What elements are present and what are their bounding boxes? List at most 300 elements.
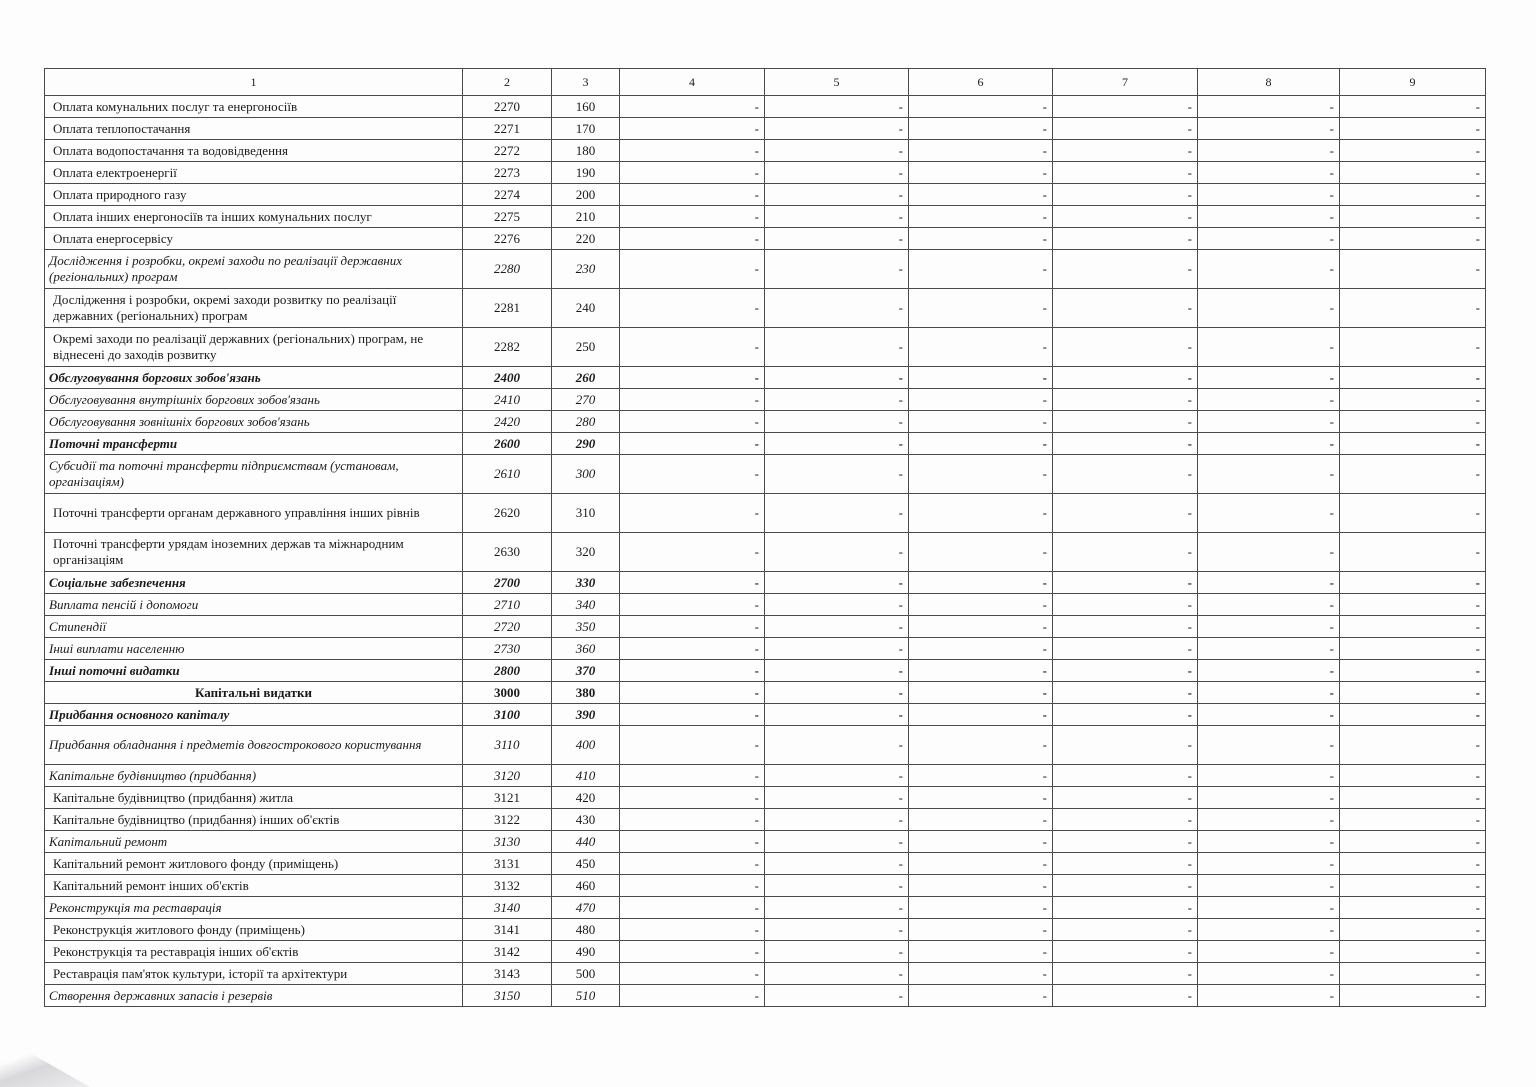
value-cell: - [1340,941,1486,963]
row-label: Дослідження і розробки, окремі заходи розвитку по реалізації державних (регіональних) програм [45,289,463,328]
value-cell: - [765,660,909,682]
value-cell: - [909,963,1053,985]
value-cell: - [909,660,1053,682]
table-row [45,533,1486,572]
value-cell: - [765,594,909,616]
economic-code: 2720 [463,616,552,638]
value-cell: - [1340,494,1486,533]
value-cell: - [1053,118,1198,140]
value-cell: - [909,533,1053,572]
economic-code: 2270 [463,96,552,118]
value-cell: - [1198,533,1340,572]
value-cell: - [765,455,909,494]
line-code: 380 [552,682,620,704]
row-label: Оплата енергосервісу [45,228,463,250]
value-cell: - [909,433,1053,455]
value-cell: - [1340,533,1486,572]
value-cell: - [620,787,765,809]
row-label: Капітальний ремонт житлового фонду (приміщень) [45,853,463,875]
value-cell: - [1198,963,1340,985]
row-label: Реставрація пам'яток культури, історії та архітектури [45,963,463,985]
economic-code: 3130 [463,831,552,853]
value-cell: - [909,985,1053,1007]
economic-code: 2281 [463,289,552,328]
value-cell: - [1053,875,1198,897]
row-label: Капітальні видатки [45,682,463,704]
value-cell: - [765,809,909,831]
value-cell: - [1053,228,1198,250]
line-code: 170 [552,118,620,140]
value-cell: - [909,787,1053,809]
value-cell: - [909,455,1053,494]
value-cell: - [909,726,1053,765]
value-cell: - [620,533,765,572]
column-header: 1 [45,69,463,96]
line-code: 160 [552,96,620,118]
economic-code: 2730 [463,638,552,660]
value-cell: - [1198,96,1340,118]
row-label: Капітальний ремонт [45,831,463,853]
economic-code: 3140 [463,897,552,919]
economic-code: 2273 [463,162,552,184]
budget-expenditure-table [44,68,1486,1007]
row-label: Оплата комунальних послуг та енергоносіїв [45,96,463,118]
value-cell: - [1340,411,1486,433]
value-cell: - [1053,853,1198,875]
value-cell: - [765,682,909,704]
value-cell: - [620,616,765,638]
value-cell: - [909,572,1053,594]
value-cell: - [1198,638,1340,660]
line-code: 460 [552,875,620,897]
value-cell: - [1340,853,1486,875]
line-code: 470 [552,897,620,919]
economic-code: 2620 [463,494,552,533]
value-cell: - [1340,919,1486,941]
line-code: 190 [552,162,620,184]
value-cell: - [620,328,765,367]
line-code: 360 [552,638,620,660]
value-cell: - [620,494,765,533]
economic-code: 2271 [463,118,552,140]
value-cell: - [1198,704,1340,726]
value-cell: - [1198,831,1340,853]
line-code: 410 [552,765,620,787]
row-label: Стипендії [45,616,463,638]
value-cell: - [765,96,909,118]
row-label: Обслуговування боргових зобов'язань [45,367,463,389]
value-cell: - [909,919,1053,941]
value-cell: - [909,616,1053,638]
line-code: 320 [552,533,620,572]
value-cell: - [1198,367,1340,389]
column-header: 2 [463,69,552,96]
economic-code: 2274 [463,184,552,206]
value-cell: - [620,809,765,831]
economic-code: 2275 [463,206,552,228]
economic-code: 3120 [463,765,552,787]
value-cell: - [765,897,909,919]
value-cell: - [909,96,1053,118]
value-cell: - [1053,682,1198,704]
row-label: Оплата теплопостачання [45,118,463,140]
value-cell: - [909,184,1053,206]
line-code: 210 [552,206,620,228]
value-cell: - [909,831,1053,853]
line-code: 420 [552,787,620,809]
table-row [45,831,1486,853]
table-row [45,433,1486,455]
value-cell: - [1053,726,1198,765]
value-cell: - [1340,367,1486,389]
value-cell: - [1198,289,1340,328]
value-cell: - [909,853,1053,875]
line-code: 240 [552,289,620,328]
value-cell: - [1198,809,1340,831]
economic-code: 2710 [463,594,552,616]
economic-code: 2272 [463,140,552,162]
value-cell: - [909,704,1053,726]
value-cell: - [765,875,909,897]
value-cell: - [909,594,1053,616]
value-cell: - [1198,206,1340,228]
table-row [45,963,1486,985]
economic-code: 3142 [463,941,552,963]
value-cell: - [909,328,1053,367]
table-row [45,594,1486,616]
line-code: 480 [552,919,620,941]
line-code: 230 [552,250,620,289]
line-code: 400 [552,726,620,765]
table-row [45,140,1486,162]
value-cell: - [1198,494,1340,533]
value-cell: - [765,853,909,875]
value-cell: - [1053,616,1198,638]
table-row [45,897,1486,919]
table-row [45,118,1486,140]
value-cell: - [909,118,1053,140]
value-cell: - [1198,897,1340,919]
row-label: Оплата водопостачання та водовідведення [45,140,463,162]
row-label: Реконструкція та реставрація інших об'єктів [45,941,463,963]
table-row [45,494,1486,533]
value-cell: - [909,162,1053,184]
table-row [45,704,1486,726]
value-cell: - [620,140,765,162]
value-cell: - [1198,853,1340,875]
line-code: 250 [552,328,620,367]
economic-code: 2410 [463,389,552,411]
value-cell: - [909,809,1053,831]
value-cell: - [620,765,765,787]
line-code: 440 [552,831,620,853]
value-cell: - [765,638,909,660]
value-cell: - [1053,765,1198,787]
value-cell: - [620,941,765,963]
row-label: Поточні трансферти урядам іноземних держав та міжнародним організаціям [45,533,463,572]
value-cell: - [765,941,909,963]
row-label: Оплата природного газу [45,184,463,206]
row-label: Інші поточні видатки [45,660,463,682]
row-label: Реконструкція житлового фонду (приміщень) [45,919,463,941]
table-row [45,228,1486,250]
table-row [45,638,1486,660]
value-cell: - [620,162,765,184]
economic-code: 3131 [463,853,552,875]
row-label: Капітальне будівництво (придбання) [45,765,463,787]
value-cell: - [765,162,909,184]
value-cell: - [1340,289,1486,328]
row-label: Поточні трансферти органам державного управління інших рівнів [45,494,463,533]
row-label: Дослідження і розробки, окремі заходи по реалізації державних (регіональних) програм [45,250,463,289]
value-cell: - [765,411,909,433]
value-cell: - [1340,897,1486,919]
value-cell: - [620,455,765,494]
value-cell: - [765,704,909,726]
line-code: 220 [552,228,620,250]
value-cell: - [765,533,909,572]
line-code: 300 [552,455,620,494]
line-code: 370 [552,660,620,682]
value-cell: - [620,206,765,228]
value-cell: - [620,831,765,853]
value-cell: - [1340,389,1486,411]
line-code: 330 [552,572,620,594]
value-cell: - [1053,594,1198,616]
economic-code: 2282 [463,328,552,367]
row-label: Окремі заходи по реалізації державних (регіональних) програм, не віднесені до заходів розвитку [45,328,463,367]
value-cell: - [1340,682,1486,704]
value-cell: - [1198,875,1340,897]
value-cell: - [1340,162,1486,184]
value-cell: - [1198,389,1340,411]
page-curl-shadow [0,1027,90,1087]
value-cell: - [1053,919,1198,941]
value-cell: - [1053,831,1198,853]
value-cell: - [620,704,765,726]
value-cell: - [765,919,909,941]
value-cell: - [909,765,1053,787]
line-code: 180 [552,140,620,162]
value-cell: - [1340,638,1486,660]
table-row [45,787,1486,809]
value-cell: - [1198,572,1340,594]
value-cell: - [765,572,909,594]
value-cell: - [765,765,909,787]
value-cell: - [909,494,1053,533]
economic-code: 3150 [463,985,552,1007]
value-cell: - [1340,616,1486,638]
value-cell: - [1340,831,1486,853]
column-header: 5 [765,69,909,96]
value-cell: - [1053,572,1198,594]
row-label: Капітальне будівництво (придбання) житла [45,787,463,809]
value-cell: - [909,289,1053,328]
table-row [45,328,1486,367]
row-label: Створення державних запасів і резервів [45,985,463,1007]
value-cell: - [620,411,765,433]
table-row [45,411,1486,433]
value-cell: - [1053,941,1198,963]
value-cell: - [909,897,1053,919]
value-cell: - [1340,433,1486,455]
value-cell: - [1198,118,1340,140]
value-cell: - [1198,411,1340,433]
table-row [45,875,1486,897]
table-row [45,919,1486,941]
value-cell: - [1340,140,1486,162]
value-cell: - [620,638,765,660]
value-cell: - [765,140,909,162]
value-cell: - [620,433,765,455]
value-cell: - [1053,660,1198,682]
economic-code: 3000 [463,682,552,704]
value-cell: - [1198,184,1340,206]
economic-code: 2610 [463,455,552,494]
value-cell: - [1198,985,1340,1007]
value-cell: - [1053,250,1198,289]
value-cell: - [1340,96,1486,118]
economic-code: 2400 [463,367,552,389]
value-cell: - [1053,494,1198,533]
table-row [45,985,1486,1007]
value-cell: - [1053,367,1198,389]
table-row [45,809,1486,831]
value-cell: - [1053,206,1198,228]
value-cell: - [1340,206,1486,228]
table-row [45,660,1486,682]
value-cell: - [620,572,765,594]
value-cell: - [765,726,909,765]
value-cell: - [620,963,765,985]
line-code: 200 [552,184,620,206]
value-cell: - [1053,638,1198,660]
value-cell: - [765,616,909,638]
column-header: 4 [620,69,765,96]
value-cell: - [909,941,1053,963]
value-cell: - [1053,184,1198,206]
value-cell: - [765,250,909,289]
value-cell: - [1198,433,1340,455]
value-cell: - [765,367,909,389]
line-code: 260 [552,367,620,389]
value-cell: - [909,638,1053,660]
table-row [45,726,1486,765]
value-cell: - [1198,594,1340,616]
value-cell: - [620,118,765,140]
value-cell: - [1340,809,1486,831]
row-label: Оплата інших енергоносіїв та інших комунальних послуг [45,206,463,228]
value-cell: - [620,875,765,897]
value-cell: - [1053,809,1198,831]
value-cell: - [620,594,765,616]
value-cell: - [1340,985,1486,1007]
economic-code: 2800 [463,660,552,682]
value-cell: - [620,897,765,919]
table-row [45,250,1486,289]
value-cell: - [1198,140,1340,162]
column-header: 6 [909,69,1053,96]
line-code: 270 [552,389,620,411]
value-cell: - [1340,726,1486,765]
line-code: 290 [552,433,620,455]
row-label: Інші виплати населенню [45,638,463,660]
value-cell: - [765,228,909,250]
economic-code: 2276 [463,228,552,250]
value-cell: - [1053,289,1198,328]
value-cell: - [1053,328,1198,367]
value-cell: - [765,328,909,367]
value-cell: - [909,228,1053,250]
column-header: 9 [1340,69,1486,96]
economic-code: 3110 [463,726,552,765]
economic-code: 3132 [463,875,552,897]
value-cell: - [765,389,909,411]
value-cell: - [765,494,909,533]
value-cell: - [620,919,765,941]
value-cell: - [1198,616,1340,638]
value-cell: - [1053,704,1198,726]
value-cell: - [1198,787,1340,809]
value-cell: - [620,853,765,875]
value-cell: - [909,250,1053,289]
column-header: 8 [1198,69,1340,96]
table-row [45,96,1486,118]
value-cell: - [1198,328,1340,367]
value-cell: - [765,433,909,455]
table-row [45,941,1486,963]
value-cell: - [1340,660,1486,682]
column-header: 7 [1053,69,1198,96]
table-row [45,455,1486,494]
line-code: 500 [552,963,620,985]
line-code: 340 [552,594,620,616]
value-cell: - [1198,919,1340,941]
value-cell: - [1053,162,1198,184]
value-cell: - [1340,875,1486,897]
value-cell: - [765,206,909,228]
value-cell: - [1053,897,1198,919]
row-label: Реконструкція та реставрація [45,897,463,919]
value-cell: - [1198,162,1340,184]
value-cell: - [1053,787,1198,809]
value-cell: - [765,787,909,809]
value-cell: - [1198,660,1340,682]
value-cell: - [765,831,909,853]
table-row [45,616,1486,638]
value-cell: - [1340,787,1486,809]
value-cell: - [1053,455,1198,494]
line-code: 430 [552,809,620,831]
column-number-header-row [45,69,1486,96]
value-cell: - [765,184,909,206]
line-code: 350 [552,616,620,638]
value-cell: - [909,367,1053,389]
economic-code: 2280 [463,250,552,289]
value-cell: - [620,367,765,389]
value-cell: - [1198,682,1340,704]
value-cell: - [909,206,1053,228]
economic-code: 3122 [463,809,552,831]
value-cell: - [620,228,765,250]
value-cell: - [765,118,909,140]
value-cell: - [1053,411,1198,433]
value-cell: - [1340,594,1486,616]
value-cell: - [1340,118,1486,140]
value-cell: - [620,184,765,206]
value-cell: - [1198,726,1340,765]
value-cell: - [1198,228,1340,250]
